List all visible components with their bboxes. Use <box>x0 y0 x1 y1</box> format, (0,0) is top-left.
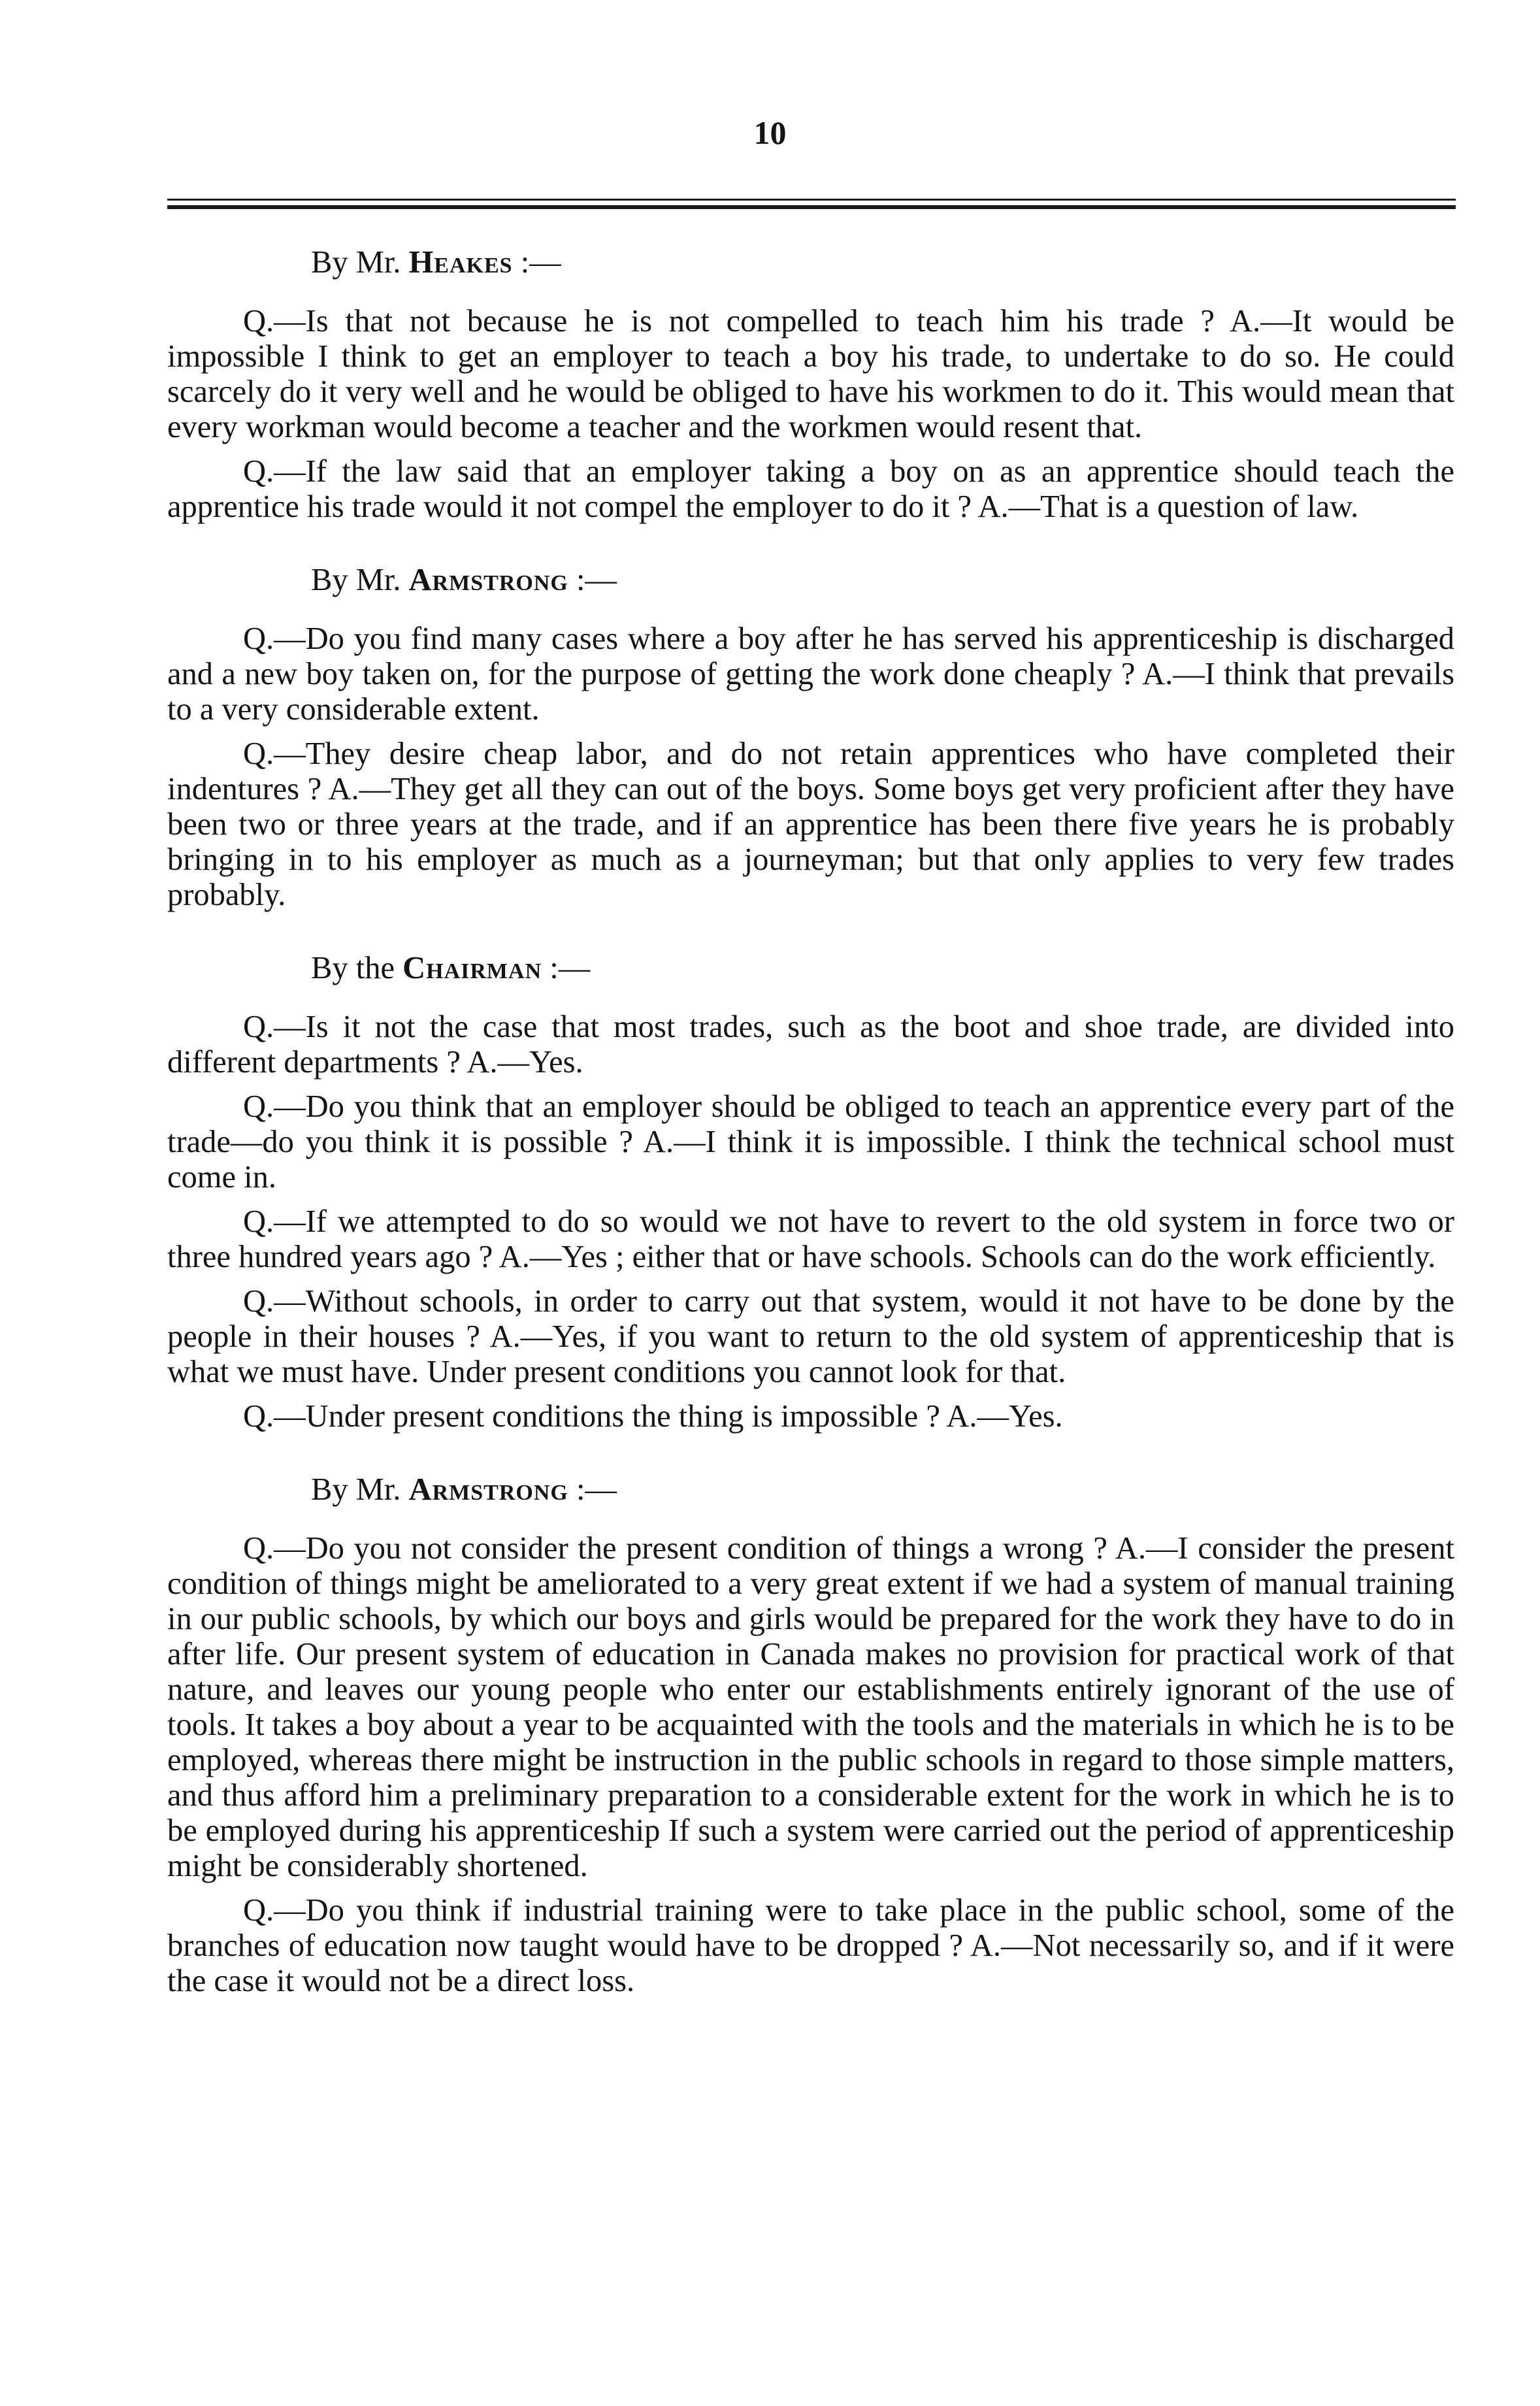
speaker-name: Chairman <box>402 951 542 985</box>
qa-paragraph: Q.—If we attempted to do so would we not have to revert to the old system in force two or three hundred years ago ? A.—Yes ; either that or have schools. Schools can do the work efficiently. <box>167 1204 1454 1274</box>
speaker-heading <box>167 1472 1454 1508</box>
speaker-prefix: By Mr. <box>311 245 409 280</box>
speaker-name: Armstrong <box>408 563 568 597</box>
speaker-prefix: By the <box>311 951 403 985</box>
page-number: 10 <box>753 114 787 151</box>
speaker-prefix: By Mr. <box>311 1472 409 1507</box>
qa-paragraph: Q.—Do you think if industrial training were to take place in the public school, some of the branches of education now taught would have to be dropped ? A.—Not necessarily so, and if it were the case it would not be a direct loss. <box>167 1893 1454 1998</box>
qa-paragraph: Q.—If the law said that an employer taking a boy on as an apprentice should teach the apprentice his trade would it not compel the employer to do it ? A.—That is a question of law. <box>167 454 1454 524</box>
qa-paragraph: Q.—Is that not because he is not compelled to teach him his trade ? A.—It would be impossible I think to get an employer to teach a boy his trade, to undertake to do so. He could scarcely do it very well and he would be obliged to have his workmen to do it. This would mean that every workman would become a teacher and the workmen would resent that. <box>167 304 1454 444</box>
page-body <box>167 245 1454 1999</box>
speaker-heading <box>167 563 1454 598</box>
header-rule-thick <box>167 205 1456 209</box>
speaker-suffix: :— <box>568 563 617 597</box>
qa-paragraph: Q.—They desire cheap labor, and do not retain apprentices who have completed their indentures ? A.—They get all they can out of the boys. Some boys get very proficient after they have been two or three years at the trade, and if an apprentice has been there five years he is probably bringing in to his employer as much as a journeyman; but that only applies to very few trades probably. <box>167 736 1454 912</box>
qa-paragraph: Q.—Under present conditions the thing is impossible ? A.—Yes. <box>243 1399 1063 1434</box>
speaker-suffix: :— <box>568 1472 617 1507</box>
qa-paragraph: Q.—Do you not consider the present condition of things a wrong ? A.—I consider the present condition of things might be ameliorated to a very great extent if we had a system of manual training in our public schools, by which our boys and girls would be prepared for the work they have to do in after life. Our present system of education in Canada makes no provision for practical work of that nature, and leaves our young people who enter our establishments entirely ignorant of the use of tools. It takes a boy about a year to be acquainted with the tools and the materials in which he is to be employed, whereas there might be instruction in the public schools in regard to those simple matters, and thus afford him a preliminary preparation to a considerable extent for the work in which he is to be employed during his apprenticeship If such a system were carried out the period of apprenticeship might be considerably shortened. <box>167 1531 1454 1883</box>
qa-paragraph: Q.—Do you think that an employer should be obliged to teach an apprentice every part of the trade—do you think it is possible ? A.—I think it is impossible. I think the technical school must come in. <box>167 1089 1454 1195</box>
qa-paragraph: Q.—Without schools, in order to carry out that system, would it not have to be done by the people in their houses ? A.—Yes, if you want to return to the old system of apprenticeship that is what we must have. Under present conditions you cannot look for that. <box>167 1284 1454 1389</box>
speaker-name: Armstrong <box>408 1472 568 1507</box>
speaker-heading <box>167 951 1454 986</box>
speaker-prefix: By Mr. <box>311 563 409 597</box>
speaker-name: Heakes <box>408 245 513 280</box>
qa-paragraph: Q.—Do you find many cases where a boy after he has served his apprenticeship is discharged and a new boy taken on, for the purpose of getting the work done cheaply ? A.—I think that prevails to a very considerable extent. <box>167 621 1454 727</box>
speaker-suffix: :— <box>542 951 591 985</box>
speaker-heading <box>167 245 1454 280</box>
qa-paragraph: Q.—Is it not the case that most trades, such as the boot and shoe trade, are divided into different departments ? A.—Yes. <box>167 1010 1454 1079</box>
speaker-suffix: :— <box>512 245 561 280</box>
header-rule-thin <box>167 199 1456 201</box>
